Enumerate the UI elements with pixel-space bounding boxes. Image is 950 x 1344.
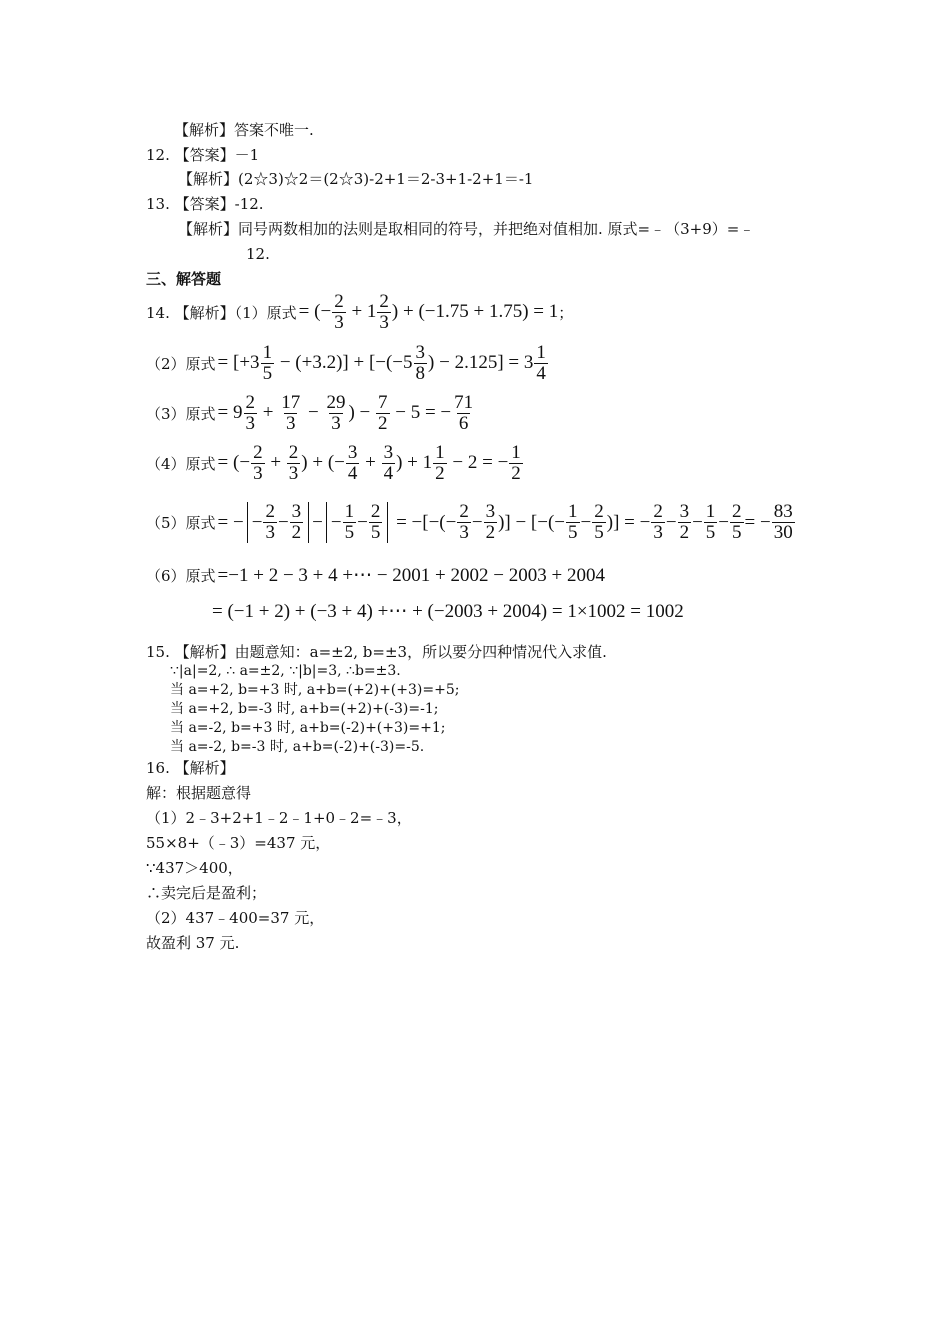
q14-part1: 14. 【解析】（1）原式 = (− $\frac{2}{3}$ + 1 $\frac{2}{3}$ ) + (−1.75 + 1.75) = 1 ； [146,291,574,333]
q14-3-expr: = 9 $\frac{2}{3}$ + $\frac{17}{3}$ − $\frac{29}{3}$ ) − $\frac{7}{2}$ − 5 = − $\frac{71}{6}$ [217,392,474,434]
q14-3-label: （3）原式 [146,405,216,423]
q14-2-label: （2）原式 [146,355,216,373]
q14-part4 [146,443,524,484]
line-q16: 16. 【解析】 [146,759,235,777]
q14-4-expr: = (− $\frac{2}{3}$ + $\frac{2}{3}$ ) + (− $\frac{3}{4}$ + $\frac{3}{4}$ ) + 1 $\frac{1}{2}$ − 2 = − $\frac{1}{2}$ [217,442,521,484]
line-analysis-11: 【解析】答案不唯一. [174,121,314,139]
line-q15-b: 当 a=+2, b=+3 时, a+b=(+2)+(+3)=+5; [170,682,460,698]
line-analysis-12: 【解析】(2☆3)☆2＝(2☆3)-2+1＝2-3+1-2+1＝-1 [178,170,534,188]
line-q16-a: 解：根据题意得 [146,784,252,802]
line-q16-f: （2）437﹣400=37 元， [146,909,325,927]
q14-2-expr: = [+3 $\frac{1}{5}$ − (+3.2)] + [−(−5 $\frac{3}{8}$ ) − 2.125] = 3 $\frac{1}{4}$ [217,342,546,384]
line-analysis-13: 【解析】同号两数相加的法则是取相同的符号，并把绝对值相加. 原式=﹣（3+9）=﹣ [178,220,755,238]
q14-1-expr: = (− $\frac{2}{3}$ + 1 $\frac{2}{3}$ ) + (−1.75 + 1.75) = 1 [298,291,559,333]
q14-label: 14. 【解析】（1）原式 [146,304,297,322]
line-q16-b: （1）2﹣3+2+1﹣2﹣1+0﹣2=﹣3， [146,809,412,827]
line-analysis-13-cont: 12. [246,245,270,263]
line-q15-a: ∵|a|=2, ∴ a=±2, ∵|b|=3, ∴b=±3. [170,663,401,679]
line-q15-e: 当 a=-2, b=-3 时, a+b=(-2)+(-3)=-5. [170,739,425,755]
q14-6-expr-line1: =−1 + 2 − 3 + 4 +⋯ − 2001 + 2002 − 2003 + 2004 [217,565,605,586]
line-answer-13: 13. 【答案】-12. [146,195,264,213]
line-q16-g: 故盈利 37 元. [146,934,240,952]
section-heading: 三、解答题 [146,270,222,288]
q14-part6-line2 [212,600,684,623]
line-q15-d: 当 a=-2, b=+3 时, a+b=(-2)+(+3)=+1; [170,720,446,736]
line-q16-d: ∵437＞400， [146,859,243,877]
q14-4-label: （4）原式 [146,455,216,473]
q14-5-expr: = − − $\frac{2}{3}$ − $\frac{3}{2}$ − − $\frac{1}{5}$ − $\frac{2}{5}$ = −[−(− $\frac{2}{3}$ − $\frac{3}{2}$ )] − [−(− $\frac{1}{5}$ − $\frac{2}{5}$ )] = − $\frac{2}{3}$ − $\frac{3}{2}$ − $\frac{1}{5}$ − $\frac{2}{5}$ = − $\frac{83}{30}$ [217,501,793,543]
q14-6-label: （6）原式 [146,567,216,585]
q14-part2 [146,343,549,384]
q14-5-label: （5）原式 [146,514,216,532]
line-q15-c: 当 a=+2, b=-3 时, a+b=(+2)+(-3)=-1; [170,701,439,717]
line-q15: 15. 【解析】由题意知：a=±2, b=±3，所以要分四种情况代入求值. [146,643,607,661]
q14-6-expr-line2: = (−1 + 2) + (−3 + 4) +⋯ + (−2003 + 2004) = 1×1002 = 1002 [212,601,684,622]
line-answer-12: 12. 【答案】－1 [146,146,260,164]
q14-part5 [146,502,796,543]
q14-part6 [146,564,605,587]
line-q16-c: 55×8+（﹣3）=437 元， [146,834,331,852]
q14-part3 [146,393,476,434]
line-q16-e: ∴卖完后是盈利； [146,884,267,902]
